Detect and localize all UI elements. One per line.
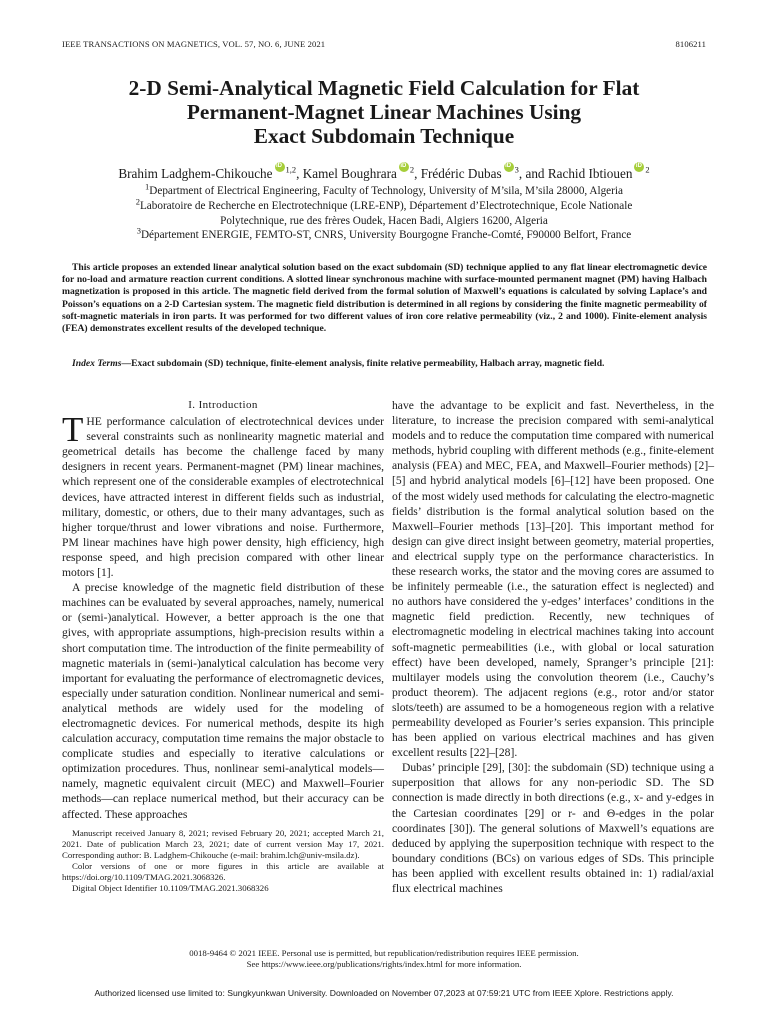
paragraph-text: HE performance calculation of electrotechnical devices under several constraints such as nonlinearity magnetic material and geometrical details has become the challenge faced by many designers in recent years. Permanent-magnet (PM) linear machines, which represent one of the considerable examples of electrotechnical devices, have attracted interest in different fields such as industrial, military, domestic, or others, due to their many advantages, such as higher torque/thrust and lower vibrations and noise. Furthermore, PM linear machines have high power density, high efficiency, high response speed, and high precision compared with other linear motors [1]. bbox=[62, 415, 384, 580]
drop-cap: T bbox=[62, 410, 84, 450]
paragraph: Dubas’ principle [29], [30]: the subdomain (SD) technique using a superposition that allows for any non-periodic SD. The SD connection is made directly in both directions (e.g., x- and y-edges in the Cartesian coordinates [29] or r- and Θ-edges in the polar coordinates [30]). The general solutions of Maxwell’s equations are deduced by applying the superposition technique with respect to the boundary conditions (BCs) on various edges of SDs. This principle has been applied with excellent results obtained in: 1) radial/axial flux electrical machines bbox=[392, 761, 714, 895]
author-separator: , and bbox=[518, 166, 548, 181]
affiliation bbox=[0, 181, 768, 199]
affiliation bbox=[0, 214, 768, 229]
title-line: Permanent-Magnet Linear Machines Using bbox=[186, 100, 582, 124]
paper-title bbox=[0, 76, 768, 148]
copyright-line: 0018-9464 © 2021 IEEE. Personal use is permitted, but republication/redistribution requires IEEE permission. bbox=[189, 948, 579, 958]
index-terms-text: Exact subdomain (SD) technique, finite-element analysis, finite relative permeability, Halbach array, magnetic field. bbox=[131, 358, 605, 369]
section-heading: I. Introduction bbox=[188, 399, 258, 411]
author-list bbox=[0, 162, 768, 182]
affiliation-mark: 3 bbox=[136, 225, 141, 236]
running-head-journal: IEEE TRANSACTIONS ON MAGNETICS, VOL. 57, NO. 6, JUNE 2021 bbox=[62, 39, 326, 49]
paragraph: A precise knowledge of the magnetic field distribution of these machines can be evaluated by several approaches, namely, numerical or (semi-)analytical. However, a better approach is the one that gives, with appropriate assumptions, high-precision results within a short computation time. The introduction of the finite permeability of magnetic materials in (semi-)analytical calculation has become very important for evaluating the performance of electromagnetic devices, especially under saturation condition. Nonlinear numerical and semi-analytical methods are widely used for the modeling of electromagnetic devices. For numerical methods, despite its high calculation accuracy, computation time remains the major obstacle to complicate studies and especially to iterative calculations or optimization procedures. Thus, nonlinear semi-analytical models—namely, magnetic equivalent circuit (MEC) and Maxwell–Fourier methods—can replace numerical method, but their accuracy can be affected. These approaches bbox=[62, 581, 384, 821]
affiliation-text: Département ENERGIE, FEMTO-ST, CNRS, University Bourgogne Franche-Comté, F90000 Belfort, France bbox=[140, 229, 632, 242]
orcid-icon[interactable] bbox=[504, 162, 514, 172]
paragraph: have the advantage to be explicit and fast. Nevertheless, in the literature, to increase the precision compared with semi-analytical models and to reduce the computation time compared with numerical methods, hybrid coupling with different methods (e.g., finite-element analysis (FEA) and MEC, FEA, and Maxwell–Fourier methods) [2]–[5] and hybrid analytical models [6]–[12] have been proposed. One of the most widely used methods for calculating the electro-magnetic fields’ distribution is the formal analytical solution based on the Maxwell–Fourier methods [13]–[20]. This important method for design can give direct insight between geometry, material properties, and electrical supply type on the performance characteristics. In these research works, the stator and the moving cores are assumed to be infinitely permeable (i.e., the saturation effect is neglected) and no authors have considered the y-edges’ interfaces’ conditions in the magnetic field prediction. Recently, new techniques of electromagnetic modeling in electrical machines taking into account soft-magnetic permeabilities (i.e., with global or local saturation effect) have been developed, namely, Spranger’s principle [21]: multilayer models using the convolution theorem (i.e., Cauchy’s product theorem). The adjacent regions (e.g., rotor and/or stator slots/teeth) are assumed to be a homogeneous region with a relative permeability developed as Fourier’s series expansion. This principle has been applied on various electrical machines and has given excellent results [22]–[28]. bbox=[392, 399, 714, 760]
author-name: Kamel Boughrara bbox=[302, 166, 397, 181]
footnote-paragraph: Digital Object Identifier 10.1109/TMAG.2021.3068326 bbox=[72, 883, 269, 893]
index-terms-label: Index Terms bbox=[72, 358, 122, 369]
author-separator: , bbox=[414, 166, 421, 181]
license-notice: Authorized licensed use limited to: Sungkyunkwan University. Downloaded on November 07,2023 at 07:59:21 UTC from IEEE Xplore. Restrictions apply. bbox=[94, 988, 674, 998]
copyright-notice bbox=[0, 948, 768, 970]
affiliation-mark: 1 bbox=[145, 181, 150, 192]
paragraph bbox=[62, 410, 384, 580]
author-affiliation-mark: 2 bbox=[645, 164, 650, 175]
affiliation-mark: 2 bbox=[135, 196, 140, 207]
affiliation-text: Department of Electrical Engineering, Faculty of Technology, University of M’sila, M’sila 28000, Algeria bbox=[149, 185, 623, 197]
affiliation bbox=[0, 196, 768, 214]
author-affiliation-mark: 2 bbox=[409, 164, 415, 175]
author-name: Frédéric Dubas bbox=[420, 166, 502, 181]
affiliation-text: Laboratoire de Recherche en Electrotechnique (LRE-ENP), Département d’Electrotechnique, Ecole Nationale bbox=[139, 199, 633, 212]
author-name: Rachid Ibtiouen bbox=[547, 166, 633, 181]
author-affiliation-mark: 1,2 bbox=[285, 164, 297, 175]
footnote-paragraph: Manuscript received January 8, 2021; revised February 20, 2021; accepted March 21, 2021. Date of publication March 23, 2021; date of current version May 17, 2021. Corresponding author: B. Ladghem-Chikouche (e-mail: brahim.lch@univ-msila.dz). bbox=[62, 828, 384, 860]
footnote bbox=[62, 828, 384, 894]
footnote-paragraph: Color versions of one or more figures in this article are available at https://doi.org/10.1109/TMAG.2021.3068326. bbox=[62, 861, 384, 882]
author-name: Brahim Ladghem-Chikouche bbox=[118, 166, 273, 181]
index-terms: Index Terms—Exact subdomain (SD) technique, finite-element analysis, finite relative permeability, Halbach array, magnetic field. bbox=[72, 358, 605, 369]
copyright-line: See https://www.ieee.org/publications/rights/index.html for more information. bbox=[246, 959, 522, 969]
running-head-page-number: 8106211 bbox=[675, 39, 706, 49]
affiliation bbox=[0, 225, 768, 243]
title-line: 2-D Semi-Analytical Magnetic Field Calculation for Flat bbox=[128, 76, 640, 100]
orcid-icon[interactable] bbox=[275, 162, 285, 172]
author-separator: , bbox=[296, 166, 303, 181]
body-column-left bbox=[62, 398, 384, 822]
affiliation-list bbox=[0, 181, 768, 243]
orcid-icon[interactable] bbox=[634, 162, 644, 172]
abstract: This article proposes an extended linear analytical solution based on the exact subdomain (SD) technique applied to any flat linear electromagnetic device for no-load and armature reaction current conditions. A slotted linear synchronous machine with surface-mounted permanent magnet (PM) having Halbach magnetization is proposed in this article. The magnetic field derived from the formal solution of Maxwell’s equations is calculated by solving Laplace’s and Poisson’s equations on a 2-D Cartesian system. The magnetic field distribution is determined in all regions by considering the finite magnetic permeability of soft-magnetic materials in iron parts. It was performed for two different values of iron core relative permeability (viz., 2 and 1000). Finite-element analysis (FEA) demonstrates excellent results of the developed technique. bbox=[62, 262, 707, 335]
orcid-icon[interactable] bbox=[399, 162, 409, 172]
title-line: Exact Subdomain Technique bbox=[253, 124, 515, 148]
body-column-right bbox=[392, 398, 714, 896]
author-affiliation-mark: 3 bbox=[514, 164, 519, 175]
affiliation-text: Polytechnique, rue des frères Oudek, Hacen Badi, Algiers 16200, Algeria bbox=[220, 214, 548, 227]
